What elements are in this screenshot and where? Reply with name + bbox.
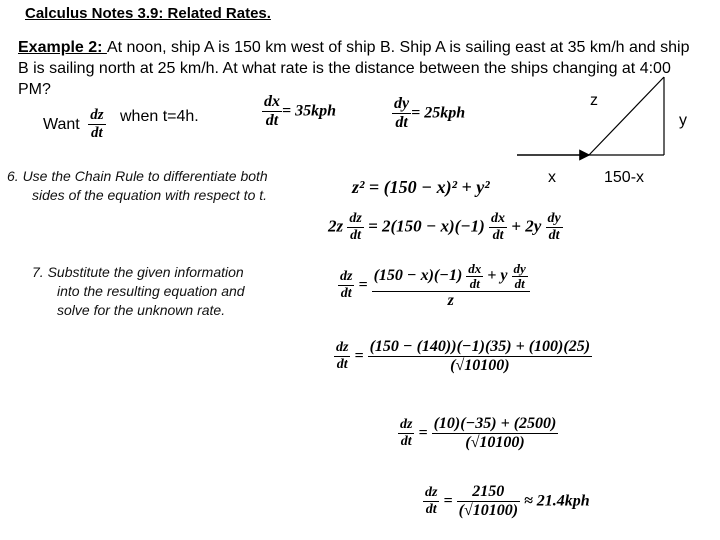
eq4-rhs-frac [368,339,592,374]
eq4-lhs-frac [334,341,350,372]
eq4-top: (150 − (140))(−1)(35) + (100)(25) [369,338,591,355]
page-title: Calculus Notes 3.9: Related Rates. [25,5,271,22]
eq3-num: dz [340,269,353,285]
eq5-num: dz [400,417,413,433]
eq3-top-frac-1 [466,262,483,291]
eq3-top-n2: dy [513,261,526,276]
given-dy-value: = 25kph [411,104,466,122]
eq6-den: dt [425,501,437,517]
eq3-top-n1: dx [468,261,482,276]
eq5-lhs-frac [398,418,414,449]
equation-3 [338,262,530,310]
step-7-line-1: 7. Substitute the given information [32,264,244,280]
eq2-frac-3 [546,212,563,243]
eq6-top: 2150 [457,484,520,502]
equation-1 [352,177,490,198]
equation-2 [328,212,563,243]
example-label: Example 2: [18,39,107,56]
equation-5 [398,416,558,451]
step-6-line-2: sides of the equation with respect to t. [32,187,268,203]
eq2-mid: = 2(150 − x)(−1) [363,216,485,236]
eq2-frac-2 [489,212,507,243]
eq6-result: ≈ 21.4kph [520,492,590,510]
eq6-bottom: (√10100) [458,501,519,519]
eq3-numerator [372,262,530,292]
side-z-line [589,77,664,155]
eq2-frac-1 [347,212,363,243]
diagram-z-label: z [590,92,598,109]
eq2-den-2: dt [492,227,504,243]
step-7-line-2: into the resulting equation and [57,283,245,299]
eq2-den-1: dt [350,227,362,243]
eq6-rhs-frac [457,484,520,519]
step-6-line-1: 6. Use the Chain Rule to differentiate both [7,168,268,184]
eq5-rhs-frac [432,416,559,451]
eq6-lhs-frac [423,486,439,517]
eq4-num: dz [336,340,349,356]
eq3-lhs-frac [338,270,354,301]
eq4-den: dt [336,356,348,372]
eq3-rhs-frac [372,262,530,310]
eq1-lhs: z² = [352,177,384,197]
eq5-top: (10)(−35) + (2500) [433,415,557,432]
eq1-rhs: (150 − x)² + y² [383,177,490,197]
diagram-y-label: y [679,112,687,129]
eq3-top-frac-2 [512,262,528,291]
when-text: when t=4h. [120,108,199,125]
eq3-top-b: + y [483,267,508,285]
want-label: Want [43,115,80,133]
eq3-top-d1: dt [469,275,480,291]
equation-6 [423,484,590,519]
eq6-equals: = [439,492,457,510]
eq3-top-d2: dt [514,275,525,291]
eq3-den: dt [340,285,352,301]
eq2-den-3: dt [548,227,560,243]
given-dx-num: dx [264,93,280,110]
eq5-den: dt [400,433,412,449]
want-den: dt [91,124,103,141]
given-dy-den: dt [395,113,408,131]
want-num: dz [90,107,104,123]
diagram-base-label: 150-x [604,169,645,186]
eq6-num: dz [425,485,438,501]
eq3-bottom: z [447,291,454,309]
given-dy-num: dy [394,95,410,112]
eq2-tail: + 2y [507,216,542,236]
problem-text: At noon, ship A is 150 km west of ship B. Ship A is sailing east at 35 km/h and ship B is sailing north at 25 km/h. At what rate is the distance between the ships changing at 4:00 PM? [18,39,690,98]
given-dx-den: dt [265,111,279,129]
equation-4 [334,339,592,374]
step-7 [32,263,292,320]
step-6 [7,167,327,205]
given-dx-value: = 35kph [282,102,337,120]
step-7-line-3: solve for the unknown rate. [57,302,226,318]
eq3-top-a: (150 − x)(−1) [373,267,463,285]
diagram-x-label: x [548,169,556,186]
eq5-equals: = [414,424,432,442]
eq2-num-1: dz [349,211,362,226]
eq2-num-3: dy [547,211,561,226]
eq3-equals: = [354,276,372,294]
eq2-lead: 2z [328,216,344,236]
eq5-bottom: (√10100) [465,433,525,451]
eq4-bottom: (√10100) [450,356,510,374]
eq2-num-2: dx [491,211,506,226]
eq4-equals: = [350,347,368,365]
